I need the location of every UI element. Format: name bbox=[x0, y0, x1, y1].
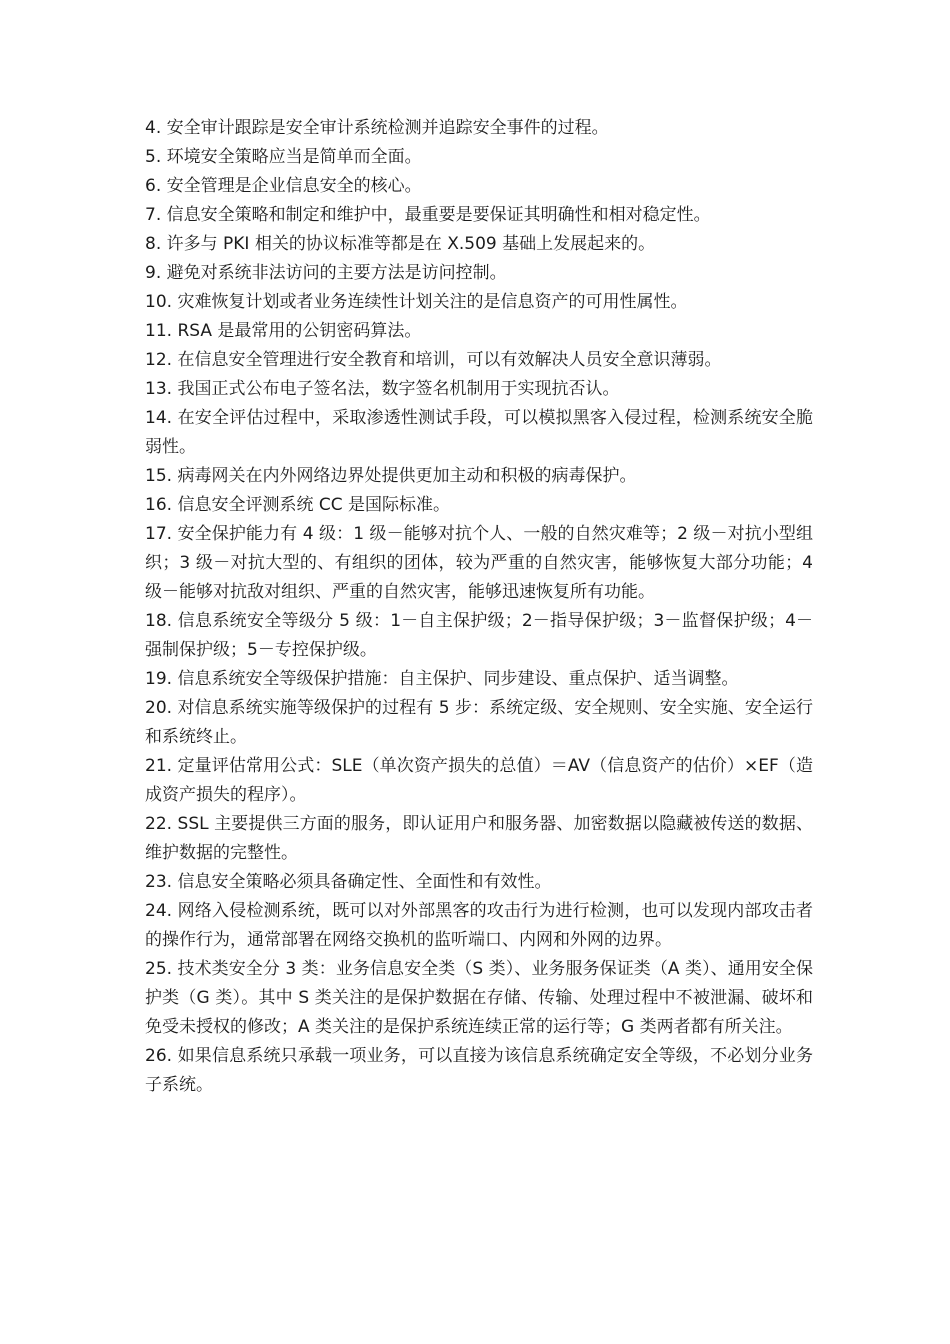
list-item: 8. 许多与 PKI 相关的协议标准等都是在 X.509 基础上发展起来的。 bbox=[145, 234, 656, 254]
document-body bbox=[145, 114, 813, 1100]
list-item: 25. 技术类安全分 3 类：业务信息安全类（S 类）、业务服务保证类（A 类）、通用安全保护类（G 类）。其中 S 类关注的是保护数据在存储、传输、处理过程中不被泄漏、破坏和免受未授权的修改；A 类关注的是保护系统连续正常的运行等；G 类两者都有所关注。 bbox=[145, 959, 813, 1037]
list-item: 10. 灾难恢复计划或者业务连续性计划关注的是信息资产的可用性属性。 bbox=[145, 292, 688, 312]
list-item: 16. 信息安全评测系统 CC 是国际标准。 bbox=[145, 495, 450, 515]
list-item: 6. 安全管理是企业信息安全的核心。 bbox=[145, 176, 422, 196]
list-item: 13. 我国正式公布电子签名法，数字签名机制用于实现抗否认。 bbox=[145, 379, 620, 399]
list-item: 11. RSA 是最常用的公钥密码算法。 bbox=[145, 321, 422, 341]
list-item: 22. SSL 主要提供三方面的服务，即认证用户和服务器、加密数据以隐藏被传送的数据、维护数据的完整性。 bbox=[145, 814, 813, 863]
list-item: 24. 网络入侵检测系统，既可以对外部黑客的攻击行为进行检测，也可以发现内部攻击者的操作行为，通常部署在网络交换机的监听端口、内网和外网的边界。 bbox=[145, 901, 813, 950]
list-item: 18. 信息系统安全等级分 5 级：1－自主保护级；2－指导保护级；3－监督保护级；4－强制保护级；5－专控保护级。 bbox=[145, 611, 813, 660]
list-item: 12. 在信息安全管理进行安全教育和培训，可以有效解决人员安全意识薄弱。 bbox=[145, 350, 722, 370]
list-item: 7. 信息安全策略和制定和维护中，最重要是要保证其明确性和相对稳定性。 bbox=[145, 205, 711, 225]
list-item: 17. 安全保护能力有 4 级：1 级－能够对抗个人、一般的自然灾难等；2 级－对抗小型组织；3 级－对抗大型的、有组织的团体，较为严重的自然灾害，能够恢复大部分功能；4 级－能够对抗敌对组织、严重的自然灾害，能够迅速恢复所有功能。 bbox=[145, 524, 813, 602]
list-item: 20. 对信息系统实施等级保护的过程有 5 步：系统定级、安全规则、安全实施、安全运行和系统终止。 bbox=[145, 698, 813, 747]
list-item: 9. 避免对系统非法访问的主要方法是访问控制。 bbox=[145, 263, 507, 283]
list-item: 4. 安全审计跟踪是安全审计系统检测并追踪安全事件的过程。 bbox=[145, 118, 609, 138]
list-item: 26. 如果信息系统只承载一项业务，可以直接为该信息系统确定安全等级，不必划分业务子系统。 bbox=[145, 1046, 813, 1095]
list-item: 14. 在安全评估过程中，采取渗透性测试手段，可以模拟黑客入侵过程，检测系统安全脆弱性。 bbox=[145, 408, 813, 457]
list-item: 5. 环境安全策略应当是简单而全面。 bbox=[145, 147, 422, 167]
list-item: 15. 病毒网关在内外网络边界处提供更加主动和积极的病毒保护。 bbox=[145, 466, 637, 486]
list-item: 21. 定量评估常用公式：SLE（单次资产损失的总值）＝AV（信息资产的估价）×EF（造成资产损失的程序）。 bbox=[145, 756, 813, 805]
list-item: 19. 信息系统安全等级保护措施：自主保护、同步建设、重点保护、适当调整。 bbox=[145, 669, 739, 689]
list-item: 23. 信息安全策略必须具备确定性、全面性和有效性。 bbox=[145, 872, 552, 892]
